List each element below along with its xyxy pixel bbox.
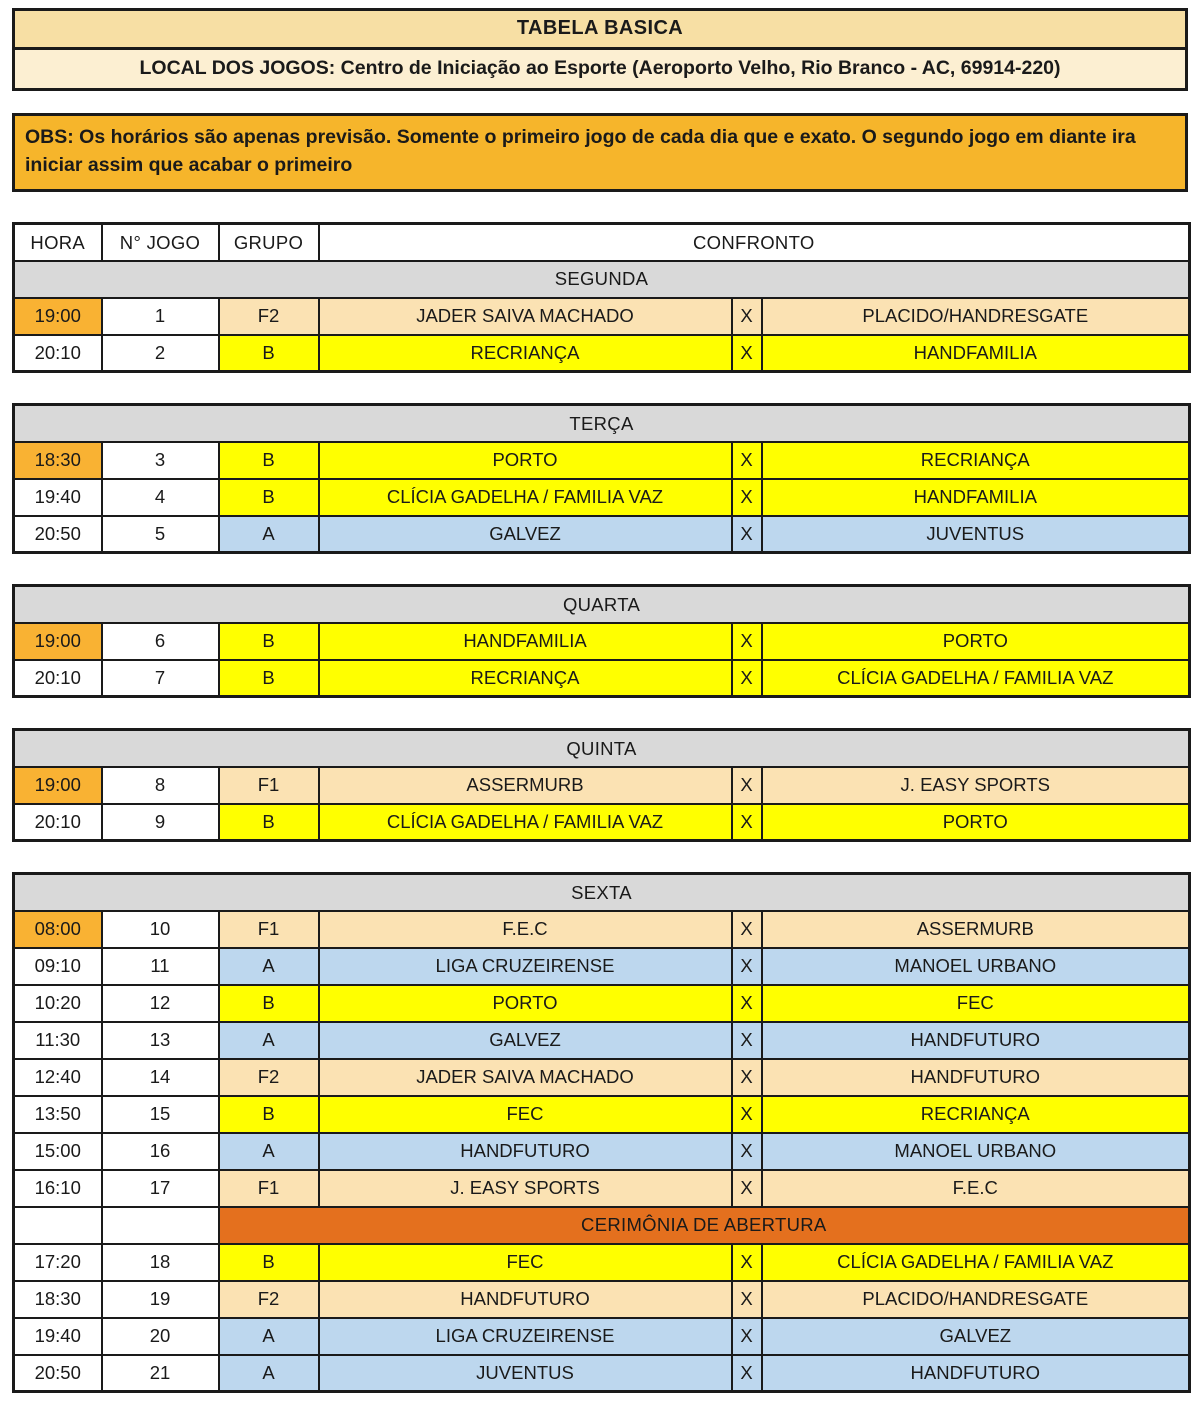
cell-versus: X	[732, 442, 762, 479]
ceremony-num-blank	[102, 1207, 219, 1244]
cell-grupo: A	[219, 1133, 319, 1170]
cell-versus: X	[732, 1022, 762, 1059]
table-row[interactable]	[14, 516, 1190, 553]
cell-hora: 20:50	[14, 516, 102, 553]
section-gap	[12, 373, 1188, 403]
cell-hora: 18:30	[14, 1281, 102, 1318]
cell-grupo: A	[219, 948, 319, 985]
cell-equipe-visitante: MANOEL URBANO	[762, 1133, 1190, 1170]
cell-equipe-visitante: PLACIDO/HANDRESGATE	[762, 298, 1190, 335]
cell-equipe-visitante: HANDFAMILIA	[762, 335, 1190, 372]
cell-equipe-visitante: FEC	[762, 985, 1190, 1022]
cell-grupo: B	[219, 335, 319, 372]
cell-equipe-casa: HANDFUTURO	[319, 1133, 732, 1170]
cell-versus: X	[732, 985, 762, 1022]
cell-numero-jogo: 16	[102, 1133, 219, 1170]
page-title: TABELA BASICA	[15, 11, 1185, 50]
cell-equipe-visitante: RECRIANÇA	[762, 1096, 1190, 1133]
cell-numero-jogo: 13	[102, 1022, 219, 1059]
table-row[interactable]	[14, 1318, 1190, 1355]
cell-equipe-visitante: HANDFUTURO	[762, 1355, 1190, 1392]
cell-versus: X	[732, 948, 762, 985]
cell-versus: X	[732, 1318, 762, 1355]
cell-equipe-casa: GALVEZ	[319, 516, 732, 553]
section-gap	[12, 554, 1188, 584]
cell-equipe-casa: HANDFAMILIA	[319, 623, 732, 660]
table-header-row	[14, 224, 1190, 261]
cell-equipe-casa: CLÍCIA GADELHA / FAMILIA VAZ	[319, 479, 732, 516]
cell-equipe-visitante: PORTO	[762, 804, 1190, 841]
cell-numero-jogo: 15	[102, 1096, 219, 1133]
cell-versus: X	[732, 1096, 762, 1133]
table-row[interactable]	[14, 1281, 1190, 1318]
cell-equipe-casa: FEC	[319, 1096, 732, 1133]
cell-numero-jogo: 11	[102, 948, 219, 985]
cell-numero-jogo: 6	[102, 623, 219, 660]
cell-hora: 20:10	[14, 804, 102, 841]
cell-equipe-casa: J. EASY SPORTS	[319, 1170, 732, 1207]
column-header-confronto: CONFRONTO	[319, 224, 1190, 261]
cell-numero-jogo: 7	[102, 660, 219, 697]
cell-hora: 12:40	[14, 1059, 102, 1096]
observation-note: OBS: Os horários são apenas previsão. Somente o primeiro jogo de cada dia que e exato. O segundo jogo em diante ira iniciar assim que acabar o primeiro	[12, 113, 1188, 192]
cell-equipe-visitante: RECRIANÇA	[762, 442, 1190, 479]
cell-hora: 08:00	[14, 911, 102, 948]
section-gap	[12, 842, 1188, 872]
cell-equipe-visitante: HANDFUTURO	[762, 1059, 1190, 1096]
cell-equipe-casa: ASSERMURB	[319, 767, 732, 804]
cell-hora: 19:40	[14, 1318, 102, 1355]
cell-hora: 15:00	[14, 1133, 102, 1170]
cell-equipe-casa: PORTO	[319, 442, 732, 479]
cell-grupo: B	[219, 804, 319, 841]
cell-grupo: A	[219, 1022, 319, 1059]
cell-grupo: B	[219, 660, 319, 697]
column-header-hora: HORA	[14, 224, 102, 261]
cell-hora: 20:50	[14, 1355, 102, 1392]
cell-equipe-visitante: CLÍCIA GADELHA / FAMILIA VAZ	[762, 1244, 1190, 1281]
table-row[interactable]	[14, 1355, 1190, 1392]
cell-numero-jogo: 19	[102, 1281, 219, 1318]
table-row[interactable]	[14, 948, 1190, 985]
day-name: SEXTA	[14, 874, 1190, 911]
table-row[interactable]	[14, 1022, 1190, 1059]
table-row[interactable]	[14, 1096, 1190, 1133]
cell-grupo: F1	[219, 1170, 319, 1207]
day-table-sexta	[12, 872, 1191, 1393]
cell-versus: X	[732, 479, 762, 516]
cell-grupo: B	[219, 623, 319, 660]
cell-numero-jogo: 3	[102, 442, 219, 479]
cell-equipe-casa: CLÍCIA GADELHA / FAMILIA VAZ	[319, 804, 732, 841]
column-header-jogo: N° JOGO	[102, 224, 219, 261]
cell-grupo: F2	[219, 1059, 319, 1096]
cell-equipe-casa: JUVENTUS	[319, 1355, 732, 1392]
cell-equipe-visitante: HANDFUTURO	[762, 1022, 1190, 1059]
table-row[interactable]	[14, 1133, 1190, 1170]
table-row[interactable]	[14, 985, 1190, 1022]
table-row[interactable]	[14, 623, 1190, 660]
cell-numero-jogo: 18	[102, 1244, 219, 1281]
cell-grupo: F2	[219, 1281, 319, 1318]
cell-hora: 19:00	[14, 623, 102, 660]
ceremony-label: CERIMÔNIA DE ABERTURA	[219, 1207, 1190, 1244]
column-header-grupo: GRUPO	[219, 224, 319, 261]
cell-hora: 19:40	[14, 479, 102, 516]
day-header-row	[14, 405, 1190, 442]
cell-grupo: F1	[219, 767, 319, 804]
cell-hora: 19:00	[14, 298, 102, 335]
cell-equipe-casa: HANDFUTURO	[319, 1281, 732, 1318]
table-row[interactable]	[14, 1059, 1190, 1096]
cell-grupo: A	[219, 1355, 319, 1392]
cell-numero-jogo: 14	[102, 1059, 219, 1096]
cell-grupo: B	[219, 985, 319, 1022]
day-name: TERÇA	[14, 405, 1190, 442]
table-row[interactable]	[14, 767, 1190, 804]
cell-versus: X	[732, 623, 762, 660]
day-name: QUINTA	[14, 730, 1190, 767]
cell-versus: X	[732, 516, 762, 553]
cell-grupo: B	[219, 1244, 319, 1281]
cell-numero-jogo: 1	[102, 298, 219, 335]
day-header-row	[14, 586, 1190, 623]
cell-equipe-visitante: ASSERMURB	[762, 911, 1190, 948]
cell-hora: 09:10	[14, 948, 102, 985]
cell-equipe-casa: PORTO	[319, 985, 732, 1022]
cell-equipe-visitante: GALVEZ	[762, 1318, 1190, 1355]
cell-numero-jogo: 9	[102, 804, 219, 841]
table-row[interactable]	[14, 298, 1190, 335]
cell-grupo: A	[219, 516, 319, 553]
cell-equipe-visitante: CLÍCIA GADELHA / FAMILIA VAZ	[762, 660, 1190, 697]
cell-versus: X	[732, 1281, 762, 1318]
table-row[interactable]	[14, 335, 1190, 372]
cell-equipe-casa: LIGA CRUZEIRENSE	[319, 948, 732, 985]
table-row[interactable]	[14, 660, 1190, 697]
ceremony-time-blank	[14, 1207, 102, 1244]
cell-numero-jogo: 8	[102, 767, 219, 804]
day-table-quarta	[12, 584, 1191, 698]
cell-hora: 13:50	[14, 1096, 102, 1133]
table-row[interactable]	[14, 911, 1190, 948]
cell-hora: 18:30	[14, 442, 102, 479]
cell-equipe-casa: GALVEZ	[319, 1022, 732, 1059]
cell-versus: X	[732, 804, 762, 841]
cell-versus: X	[732, 335, 762, 372]
section-gap	[12, 698, 1188, 728]
cell-equipe-visitante: JUVENTUS	[762, 516, 1190, 553]
cell-equipe-casa: RECRIANÇA	[319, 335, 732, 372]
cell-versus: X	[732, 1170, 762, 1207]
cell-hora: 20:10	[14, 660, 102, 697]
cell-versus: X	[732, 767, 762, 804]
cell-equipe-casa: F.E.C	[319, 911, 732, 948]
table-row[interactable]	[14, 479, 1190, 516]
schedule-tables	[12, 222, 1188, 1393]
cell-equipe-casa: LIGA CRUZEIRENSE	[319, 1318, 732, 1355]
cell-grupo: B	[219, 479, 319, 516]
day-name: SEGUNDA	[14, 261, 1190, 298]
day-table-terça	[12, 403, 1191, 554]
cell-numero-jogo: 5	[102, 516, 219, 553]
cell-equipe-visitante: F.E.C	[762, 1170, 1190, 1207]
cell-hora: 19:00	[14, 767, 102, 804]
cell-equipe-visitante: PLACIDO/HANDRESGATE	[762, 1281, 1190, 1318]
cell-numero-jogo: 17	[102, 1170, 219, 1207]
cell-grupo: F1	[219, 911, 319, 948]
venue-line: LOCAL DOS JOGOS: Centro de Iniciação ao Esporte (Aeroporto Velho, Rio Branco - AC, 69914-220)	[15, 50, 1185, 88]
cell-hora: 20:10	[14, 335, 102, 372]
cell-equipe-visitante: HANDFAMILIA	[762, 479, 1190, 516]
cell-equipe-casa: RECRIANÇA	[319, 660, 732, 697]
cell-hora: 16:10	[14, 1170, 102, 1207]
cell-versus: X	[732, 1355, 762, 1392]
cell-numero-jogo: 10	[102, 911, 219, 948]
cell-equipe-casa: JADER SAIVA MACHADO	[319, 1059, 732, 1096]
cell-versus: X	[732, 911, 762, 948]
cell-hora: 11:30	[14, 1022, 102, 1059]
cell-grupo: B	[219, 442, 319, 479]
cell-numero-jogo: 21	[102, 1355, 219, 1392]
day-header-row	[14, 874, 1190, 911]
cell-versus: X	[732, 1059, 762, 1096]
table-row[interactable]	[14, 1170, 1190, 1207]
cell-equipe-casa: JADER SAIVA MACHADO	[319, 298, 732, 335]
table-row[interactable]	[14, 1244, 1190, 1281]
cell-numero-jogo: 20	[102, 1318, 219, 1355]
cell-equipe-visitante: J. EASY SPORTS	[762, 767, 1190, 804]
day-name: QUARTA	[14, 586, 1190, 623]
cell-numero-jogo: 2	[102, 335, 219, 372]
cell-versus: X	[732, 298, 762, 335]
cell-grupo: A	[219, 1318, 319, 1355]
cell-versus: X	[732, 1244, 762, 1281]
header-block	[12, 8, 1188, 91]
cell-numero-jogo: 4	[102, 479, 219, 516]
day-header-row	[14, 261, 1190, 298]
day-table-segunda	[12, 222, 1191, 373]
table-row[interactable]	[14, 804, 1190, 841]
cell-equipe-visitante: MANOEL URBANO	[762, 948, 1190, 985]
cell-versus: X	[732, 1133, 762, 1170]
ceremony-row	[14, 1207, 1190, 1244]
cell-hora: 10:20	[14, 985, 102, 1022]
cell-numero-jogo: 12	[102, 985, 219, 1022]
cell-equipe-casa: FEC	[319, 1244, 732, 1281]
cell-grupo: B	[219, 1096, 319, 1133]
cell-versus: X	[732, 660, 762, 697]
day-header-row	[14, 730, 1190, 767]
table-row[interactable]	[14, 442, 1190, 479]
cell-equipe-visitante: PORTO	[762, 623, 1190, 660]
cell-grupo: F2	[219, 298, 319, 335]
cell-hora: 17:20	[14, 1244, 102, 1281]
day-table-quinta	[12, 728, 1191, 842]
